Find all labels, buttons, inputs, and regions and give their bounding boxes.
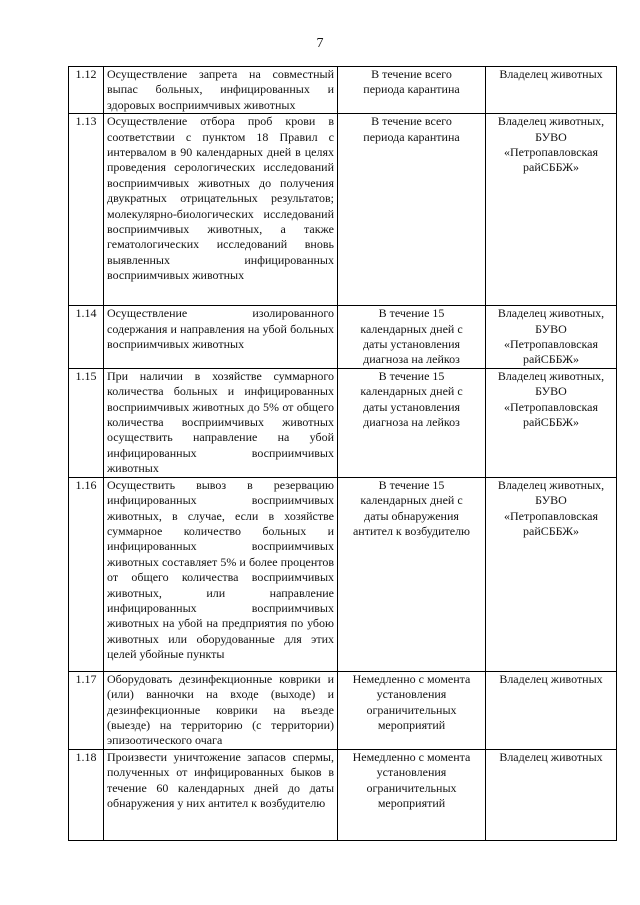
measure-responsible: Владелец животных, БУВО «Петропавловская райСББЖ» — [486, 477, 617, 671]
measure-term: В течение всего периода карантина — [338, 67, 486, 114]
measure-term: Немедленно с момента установления ограничительных мероприятий — [338, 749, 486, 840]
table-row — [69, 368, 617, 477]
measure-description: Осуществление отбора проб крови в соответствии с пунктом 18 Правил с интервалом в 90 календарных дней в целях проведения серологических исследований восприимчивых животных до получения двукратных отрицательных результатов; молекулярно-биологических исследований восприимчивых животных, а также гематологических исследований вновь выявленных инфицированных восприимчивых животных — [104, 114, 338, 306]
measure-description: Осуществить вывоз в резервацию инфицированных восприимчивых животных, в случае, если в хозяйстве суммарное количество больных и инфицированных восприимчивых животных составляет 5% и более процентов от общего количества восприимчивых животных, или направление инфицированных восприимчивых животных на убой на предприятия по убою животных или оборудованные для этих целей убойные пункты — [104, 477, 338, 671]
row-number: 1.15 — [69, 368, 104, 477]
table-row — [69, 671, 617, 749]
page-number: 7 — [316, 36, 324, 51]
row-number: 1.17 — [69, 671, 104, 749]
row-number: 1.13 — [69, 114, 104, 306]
measure-term: В течение 15 календарных дней с даты установления диагноза на лейкоз — [338, 306, 486, 369]
table-row — [69, 749, 617, 840]
measure-responsible: Владелец животных — [486, 749, 617, 840]
measure-description: При наличии в хозяйстве суммарного количества больных и инфицированных восприимчивых животных до 5% от общего количества восприимчивых животных осуществить направление на убой инфицированных восприимчивых животных — [104, 368, 338, 477]
table-row — [69, 114, 617, 306]
measure-description: Оборудовать дезинфекционные коврики и (или) ванночки на входе (выходе) и дезинфекционные коврики на въезде (выезде) на территорию (с территории) эпизоотического очага — [104, 671, 338, 749]
measures-table — [68, 66, 617, 841]
measure-term: В течение 15 календарных дней с даты обнаружения антител к возбудителю — [338, 477, 486, 671]
table-row — [69, 67, 617, 114]
row-number: 1.16 — [69, 477, 104, 671]
measure-responsible: Владелец животных, БУВО «Петропавловская райСББЖ» — [486, 306, 617, 369]
measure-responsible: Владелец животных — [486, 671, 617, 749]
row-number: 1.12 — [69, 67, 104, 114]
measure-responsible: Владелец животных, БУВО «Петропавловская райСББЖ» — [486, 114, 617, 306]
table-row — [69, 306, 617, 369]
measure-responsible: Владелец животных — [486, 67, 617, 114]
measure-term: Немедленно с момента установления ограничительных мероприятий — [338, 671, 486, 749]
row-number: 1.14 — [69, 306, 104, 369]
table-row — [69, 477, 617, 671]
measure-description: Произвести уничтожение запасов спермы, полученных от инфицированных быков в течение 60 календарных дней до даты обнаружения у них антител к возбудителю — [104, 749, 338, 840]
measure-term: В течение 15 календарных дней с даты установления диагноза на лейкоз — [338, 368, 486, 477]
measure-description: Осуществление изолированного содержания и направления на убой больных восприимчивых животных — [104, 306, 338, 369]
measure-term: В течение всего периода карантина — [338, 114, 486, 306]
measure-responsible: Владелец животных, БУВО «Петропавловская райСББЖ» — [486, 368, 617, 477]
row-number: 1.18 — [69, 749, 104, 840]
measure-description: Осуществление запрета на совместный выпас больных, инфицированных и здоровых восприимчивых животных — [104, 67, 338, 114]
